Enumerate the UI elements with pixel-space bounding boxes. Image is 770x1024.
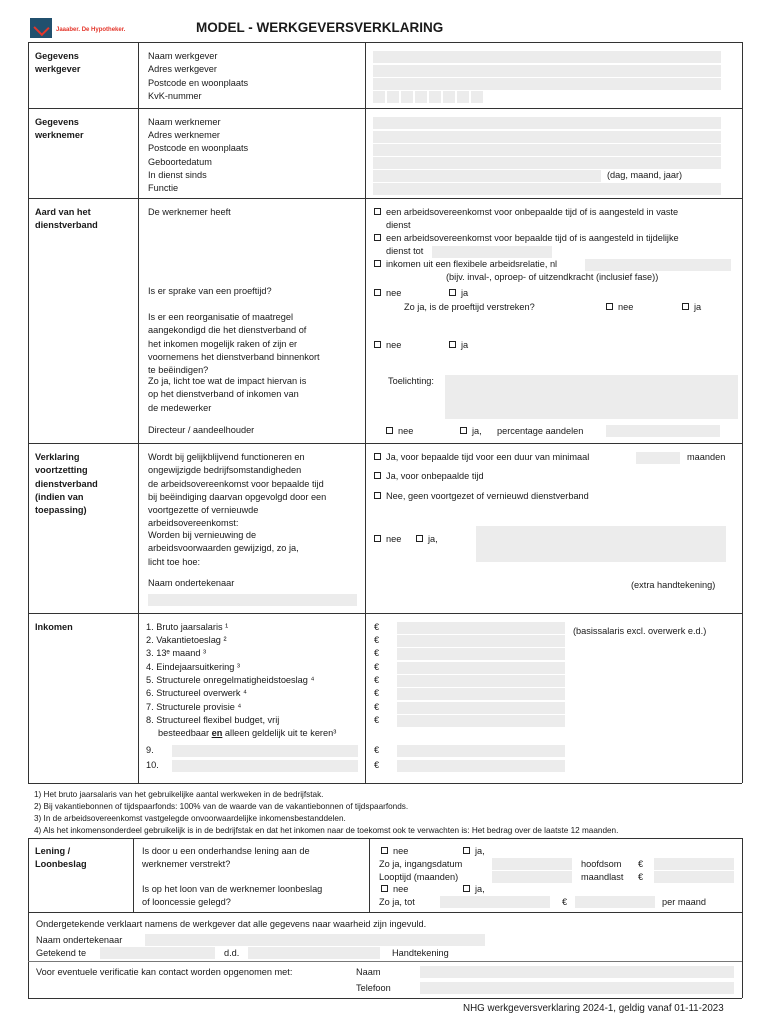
vernieuwing-ja-label: ja, (428, 534, 438, 544)
opt-ja-bepaald: Ja, voor bepaalde tijd voor een duur van minimaal (386, 452, 590, 462)
loonbeslag-bedrag-field[interactable] (575, 896, 655, 908)
table-border (28, 42, 29, 783)
column-divider (369, 838, 370, 912)
label-in-dienst: In dienst sinds (148, 170, 207, 180)
euro-sign: € (374, 635, 380, 645)
euro-sign: € (374, 715, 380, 725)
postcode-werknemer-field[interactable] (373, 144, 721, 156)
section-inkomen: Inkomen (35, 622, 73, 632)
date-hint: (dag, maand, jaar) (607, 170, 683, 180)
euro-sign: € (374, 622, 380, 632)
directeur-ja-checkbox[interactable] (460, 427, 467, 434)
adres-werknemer-field[interactable] (373, 131, 721, 143)
lening-nee-label: nee (393, 846, 409, 856)
lening-nee-checkbox[interactable] (381, 847, 388, 854)
euro-sign: € (374, 760, 380, 770)
functie-field[interactable] (373, 183, 721, 195)
directeur-ja-label: ja, (472, 426, 482, 436)
item8-en: en (211, 728, 223, 738)
inkomen-item-8-line2 (158, 727, 336, 740)
getekend-te-field[interactable] (100, 947, 215, 959)
naam-ondertekenaar-field[interactable] (148, 594, 357, 606)
inkomen-item-10: 10. (146, 760, 159, 770)
table-border (742, 838, 743, 912)
verificatie-telefoon-field[interactable] (420, 982, 734, 994)
bruto-jaarsalaris-field[interactable] (397, 622, 565, 634)
opt-onbepaald: een arbeidsovereenkomst voor onbepaalde tijd of is aangesteld in vaste dienst (386, 207, 679, 231)
dd-label: d.d. (224, 948, 240, 958)
maandlast-label: maandlast (581, 872, 624, 882)
inkomen-item: 3. 13ᵉ maand ³ (146, 648, 207, 658)
geboortedatum-field[interactable] (373, 157, 721, 169)
datum-field[interactable] (248, 947, 380, 959)
item-10-amount-field[interactable] (397, 760, 565, 772)
footnote: 2) Bij vakantiebonnen of tijdspaarfonds: 100% van de waarde van de vakantiebonnen of tijdspaarfonds. (34, 802, 409, 811)
q-impact: Zo ja, licht toe wat de impact hiervan is op het dienstverband of inkomen van de medewerker (148, 376, 307, 413)
item8-pre: besteedbaar (158, 728, 212, 738)
flex-hint: (bijv. inval-, oproep- of uitzendkracht (inclusief fase)) (446, 272, 659, 282)
per-maand-label: per maand (662, 897, 706, 907)
proeftijd-ja-label: ja (461, 288, 469, 298)
inkomen-item: 6. Structureel overwerk ⁴ (146, 688, 247, 698)
reorganisatie-ja-label: ja (461, 340, 469, 350)
footer-version: NHG werkgeversverklaring 2024-1, geldig vanaf 01-11-2023 (463, 1003, 724, 1014)
euro-sign: € (374, 745, 380, 755)
section-dienstverband: Aard van het dienstverband (35, 207, 98, 231)
table-border (28, 42, 742, 43)
maandlast-field[interactable] (654, 871, 734, 883)
table-border (28, 998, 742, 999)
q-wordt: Wordt bij gelijkblijvend functioneren en ongewijzigde bedrijfsomstandigheden de arbeidsovereenkomst voor bepaalde tijd bij beëindiging daarvan opgevolgd door een voortgezette of vernieuwde arbeidsovereenkomst: (148, 452, 327, 529)
table-border (28, 838, 29, 912)
maanden-label: maanden (687, 452, 726, 462)
opt-bepaald: een arbeidsovereenkomst voor bepaalde tijd of is aangesteld in tijdelijke dienst tot (386, 233, 679, 257)
footnote: 1) Het bruto jaarsalaris van het gebruikelijke aantal werkweken in de bedrijfstak. (34, 790, 324, 799)
row-divider (28, 108, 742, 109)
verificatie-telefoon-label: Telefoon (356, 983, 391, 993)
inkomen-item-9: 9. (146, 745, 154, 755)
inkomen-item: 5. Structurele onregelmatigheidstoeslag ⁴ (146, 675, 315, 685)
inkomen-item: 2. Vakantietoeslag ² (146, 635, 227, 645)
hoofdsom-field[interactable] (654, 858, 734, 870)
euro-sign: € (374, 662, 380, 672)
q-reorganisatie: Is er een reorganisatie of maatregel aangekondigd die het dienstverband of het inkomen mogelijk raken of zijn er voornemens het dienstverband binnenkort te beëindigen? (148, 312, 320, 376)
table-border (28, 912, 742, 913)
item-9-field[interactable] (172, 745, 358, 757)
proeftijd-nee-label: nee (386, 288, 402, 298)
getekend-te-label: Getekend te (36, 948, 87, 958)
q-lening: Is door u een onderhandse lening aan de werknemer verstrekt? (142, 846, 310, 870)
section-voortzetting: Verklaring voortzetting dienstverband (indien van toepassing) (35, 452, 98, 516)
inkomen-item-8: 8. Structureel flexibel budget, vrij (146, 715, 280, 725)
footnote: 3) In de arbeidsovereenkomst vastgelegde onvoorwaardelijke inkomensbestanddelen. (34, 814, 346, 823)
basis-hint: (basissalaris excl. overwerk e.d.) (573, 626, 707, 636)
table-border (742, 912, 743, 998)
percentage-field[interactable] (606, 425, 720, 437)
loonbeslag-nee-checkbox[interactable] (381, 885, 388, 892)
vernieuwing-ja-checkbox[interactable] (416, 535, 423, 542)
euro-sign: € (374, 688, 380, 698)
loonbeslag-tot-field[interactable] (440, 896, 550, 908)
hoofdsom-label: hoofdsom (581, 859, 622, 869)
q-loonbeslag: Is op het loon van de werknemer loonbeslag of looncessie gelegd? (142, 884, 323, 908)
row-divider (28, 961, 742, 962)
naam-werkgever-field[interactable] (373, 51, 721, 63)
bepaald-checkbox[interactable] (374, 234, 381, 241)
inkomen-item: 1. Bruto jaarsalaris ¹ (146, 622, 229, 632)
naam-ondertekenaar-label: Naam ondertekenaar (148, 578, 235, 588)
item-10-field[interactable] (172, 760, 358, 772)
section-werknemer: Gegevens werknemer (35, 117, 84, 141)
logo-icon (30, 18, 52, 38)
label-naam-werknemer: Naam werknemer (148, 117, 221, 127)
vernieuwing-nee-checkbox[interactable] (374, 535, 381, 542)
reorganisatie-nee-label: nee (386, 340, 402, 350)
table-border (28, 912, 29, 998)
vakantietoeslag-field[interactable] (397, 635, 565, 647)
label-postcode-werknemer: Postcode en woonplaats (148, 143, 249, 153)
onbepaald-checkbox[interactable] (374, 208, 381, 215)
opt-flex: inkomen uit een flexibele arbeidsrelatie, nl (386, 259, 558, 269)
column-divider (138, 42, 139, 783)
loonbeslag-ja-checkbox[interactable] (463, 885, 470, 892)
looptijd-label: Looptijd (maanden) (379, 872, 459, 882)
row-divider (28, 613, 742, 614)
label-postcode-werkgever: Postcode en woonplaats (148, 78, 249, 88)
table-border (28, 838, 742, 839)
verstreken-nee-label: nee (618, 302, 634, 312)
naam-werknemer-field[interactable] (373, 117, 721, 129)
label-naam-werkgever: Naam werkgever (148, 51, 218, 61)
vernieuwing-nee-label: nee (386, 534, 402, 544)
verificatie-naam-field[interactable] (420, 966, 734, 978)
flex-field[interactable] (585, 259, 731, 271)
column-divider (365, 42, 366, 198)
directeur-nee-checkbox[interactable] (386, 427, 393, 434)
handtekening-label: Handtekening (392, 948, 449, 958)
row-divider (28, 443, 742, 444)
toelichting-label: Toelichting: (388, 376, 434, 386)
loonbeslag-ja-label: ja, (475, 884, 485, 894)
euro-sign: € (374, 648, 380, 658)
euro-sign: € (638, 872, 644, 882)
verstreken-ja-checkbox[interactable] (682, 303, 689, 310)
proeftijd-nee-checkbox[interactable] (374, 289, 381, 296)
postcode-werkgever-field[interactable] (373, 78, 721, 90)
dienst-tot-field[interactable] (432, 246, 552, 258)
in-dienst-field[interactable] (373, 170, 601, 182)
verstreken-nee-checkbox[interactable] (606, 303, 613, 310)
euro-sign: € (374, 702, 380, 712)
column-divider (133, 838, 134, 912)
lening-ja-label: ja, (475, 846, 485, 856)
label-kvk: KvK-nummer (148, 91, 202, 101)
inkomen-item: 4. Eindejaarsuitkering ³ (146, 662, 240, 672)
page-title: MODEL - WERKGEVERSVERKLARING (196, 20, 444, 35)
q-proeftijd: Is er sprake van een proeftijd? (148, 286, 272, 296)
opt-nee: Nee, geen voortgezet of vernieuwd dienstverband (386, 491, 589, 501)
ingangsdatum-field[interactable] (492, 858, 572, 870)
percentage-label: percentage aandelen (497, 426, 584, 436)
directeur-nee-label: nee (398, 426, 414, 436)
flexibel-budget-field[interactable] (397, 715, 565, 727)
kvk-field[interactable] (373, 91, 485, 107)
verificatie-label: Voor eventuele verificatie kan contact worden opgenomen met: (36, 967, 293, 977)
flex-checkbox[interactable] (374, 260, 381, 267)
nee-voortzetting-checkbox[interactable] (374, 492, 381, 499)
column-divider (365, 613, 366, 783)
opt-ja-onbepaald: Ja, voor onbepaalde tijd (386, 471, 484, 481)
label-geboortedatum: Geboortedatum (148, 157, 212, 167)
euro-sign: € (562, 897, 568, 907)
ja-onbepaald-checkbox[interactable] (374, 472, 381, 479)
label-werknemer-heeft: De werknemer heeft (148, 207, 231, 217)
reorganisatie-nee-checkbox[interactable] (374, 341, 381, 348)
footnote: 4) Als het inkomensonderdeel gebruikelijk is in de bedrijfstak en dat het inkomen naar de toekomst ook te verwachten is: Het bedrag over de laatste 12 maanden. (34, 826, 619, 835)
section-lening: Lening / Loonbeslag (35, 846, 87, 870)
toelichting-field[interactable] (445, 375, 738, 419)
naam-ondertekenaar-label: Naam ondertekenaar (36, 935, 123, 945)
overwerk-field[interactable] (397, 688, 565, 700)
looptijd-field[interactable] (492, 871, 572, 883)
q-directeur: Directeur / aandeelhouder (148, 425, 255, 435)
euro-sign: € (374, 675, 380, 685)
extra-handtekening: (extra handtekening) (631, 580, 716, 590)
euro-sign: € (638, 859, 644, 869)
item8-post: alleen geldelijk uit te keren³ (222, 728, 337, 738)
zo-ja-tot-label: Zo ja, tot (379, 897, 415, 907)
inkomen-item: 7. Structurele provisie ⁴ (146, 702, 242, 712)
item-9-amount-field[interactable] (397, 745, 565, 757)
logo-text: Jaaaber. De Hypotheker. (56, 27, 126, 33)
label-adres-werknemer: Adres werknemer (148, 130, 220, 140)
eindejaarsuitkering-field[interactable] (397, 662, 565, 674)
dertiende-maand-field[interactable] (397, 648, 565, 660)
row-divider (28, 198, 742, 199)
vernieuwing-toelichting-field[interactable] (476, 526, 726, 562)
q-proef-verstreken: Zo ja, is de proeftijd verstreken? (404, 302, 535, 312)
ingangsdatum-label: Zo ja, ingangsdatum (379, 859, 463, 869)
row-divider (28, 783, 742, 784)
adres-werkgever-field[interactable] (373, 65, 721, 77)
ja-bepaald-checkbox[interactable] (374, 453, 381, 460)
provisie-field[interactable] (397, 702, 565, 714)
verstreken-ja-label: ja (694, 302, 702, 312)
q-vernieuwing: Worden bij vernieuwing de arbeidsvoorwaarden gewijzigd, zo ja, licht toe hoe: (148, 530, 299, 567)
loonbeslag-nee-label: nee (393, 884, 409, 894)
proeftijd-ja-checkbox[interactable] (449, 289, 456, 296)
duur-field[interactable] (636, 452, 680, 464)
table-border (742, 42, 743, 783)
ondertekenaar-naam-field[interactable] (145, 934, 485, 946)
onregelmatigheid-field[interactable] (397, 675, 565, 687)
verificatie-naam-label: Naam (356, 967, 381, 977)
lening-ja-checkbox[interactable] (463, 847, 470, 854)
section-werkgever: Gegevens werkgever (35, 51, 81, 75)
column-divider (365, 198, 366, 613)
ondertekening-statement: Ondergetekende verklaart namens de werkgever dat alle gegevens naar waarheid zijn ingevuld. (36, 919, 427, 929)
reorganisatie-ja-checkbox[interactable] (449, 341, 456, 348)
label-functie: Functie (148, 183, 179, 193)
label-adres-werkgever: Adres werkgever (148, 64, 217, 74)
